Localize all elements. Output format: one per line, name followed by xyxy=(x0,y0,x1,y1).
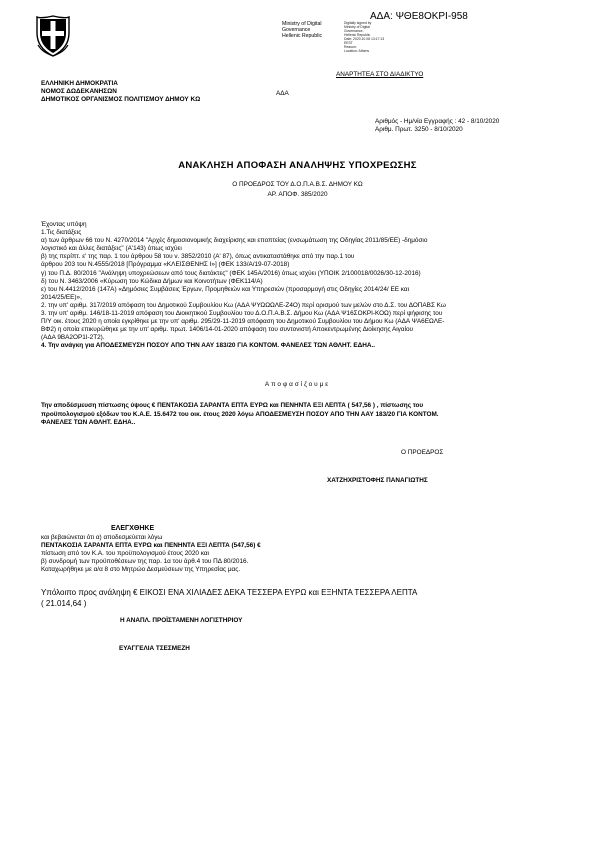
registration-refs xyxy=(375,118,499,134)
decision-paragraph xyxy=(41,402,581,428)
signature-line: Ministry of Digital xyxy=(282,21,322,27)
signature-line: Governance xyxy=(282,27,311,33)
body-line: β) της περίπτ. ε' της παρ. 1 του άρθρου 58 του ν. 3852/2010 (Α' 87), όπως αντικαταστάθηκε από την παρ.1 του xyxy=(41,253,355,261)
signature-meta-line: Ministry of Digital xyxy=(344,25,370,29)
greek-emblem-icon xyxy=(35,15,71,57)
signature-meta-line: Reason: xyxy=(344,45,357,49)
body-line: 4. Την ανάγκη για ΑΠΟΔΕΣΜΕΥΣΗ ΠΟΣΟΥ ΑΠΟ ΤΗΝ ΑΑΥ 183/20 ΓΙΑ ΚΟΝΤΟΜ. ΦΑΝΕΛΕΣ ΤΩΝ ΑΘΛΗΤ. ΕΔΗΑ.. xyxy=(41,342,376,350)
digital-signature-block xyxy=(282,21,344,39)
signature-meta-line: Hellenic Republic xyxy=(344,33,371,37)
body-line: (ΑΔΑ 9ΒΑ2ΟΡ1Ι-2Τ2). xyxy=(41,334,105,342)
body-line: Π/Υ οικ. έτους 2020 η οποία εγκρίθηκε με την υπ' αριθμ. 295/29-11-2019 απόφαση του Δημοτικού Συμβουλίου του Δήμου Κω (ΑΔΑ ΨΑ6ΕΩΛΕ- xyxy=(41,318,445,326)
signature-meta-line: Digitally signed by xyxy=(344,21,372,25)
checked-block xyxy=(41,534,261,574)
issuer-line: ΝΟΜΟΣ ΔΩΔΕΚΑΝΗΣΩΝ xyxy=(41,88,117,95)
body-line: δ) του Ν. 3463/2006 «Κύρωση του Κώδικα Δήμων και Κοινοτήτων (ΦΕΚ114/Α) xyxy=(41,277,263,285)
ada-label: ΑΔΑ xyxy=(276,90,289,97)
decides-heading: Αποφασίζουμε xyxy=(264,381,331,388)
checked-line: β) συνδρομή των προϋποθέσεων της παρ. 1α του άρθ.4 του ΠΔ 80/2016. xyxy=(41,558,249,565)
checked-line: Καταχωρήθηκε με α/α 8 στο Μητρώο Δεσμεύσεων της Υπηρεσίας μας. xyxy=(41,566,241,573)
checked-line: πίστωση από τον Κ.Α. του προϋπολογισμού έτους 2020 και xyxy=(41,550,209,557)
issuer-line: ΔΗΜΟΤΙΚΟΣ ΟΡΓΑΝΙΣΜΟΣ ΠΟΛΙΤΙΣΜΟΥ ΔΗΜΟΥ ΚΩ xyxy=(41,96,201,103)
accountant-title: Η ΑΝΑΠΛ. ΠΡΟΪΣΤΑΜΕΝΗ ΛΟΓΙΣΤΗΡΙΟΥ xyxy=(120,617,243,624)
body-line: λογιστικό και άλλες διατάξεις" (Α'143) όπως ισχύει xyxy=(41,245,182,253)
public-posting-note: ΑΝΑΡΤΗΤΕΑ ΣΤΟ ΔΙΑΔΙΚΤΥΟ xyxy=(336,71,424,78)
body-line: άρθρου 203 του Ν.4555/2018 [Πρόγραμμα «ΚΛΕΙΣΘΕΝΗΣ Ι»] (ΦΕΚ 133/Α/19-07-2018) xyxy=(41,261,290,269)
president-of-line: Ο ΠΡΟΕΔΡΟΣ ΤΟΥ Δ.Ο.Π.Α.Β.Σ. ΔΗΜΟΥ ΚΩ xyxy=(232,181,363,188)
protocol-line: Αριθμ. Πρωτ. 3250 - 8/10/2020 xyxy=(375,126,463,133)
signature-meta-line: Date: 2020.10.08 13:17:13 xyxy=(344,37,385,41)
body-line: 1.Τις διατάξεις xyxy=(41,229,82,237)
body-line: 3. την υπ' αριθμ. 146/18-11-2019 απόφαση του Διοικητικού Συμβουλίου του Δ.Ο.Π.Α.Β.Σ. Δήμου Κω (ΑΔΑ Ψ16ΣΟΚΡΙ-ΚΟΩ) περί ψήφισης του xyxy=(41,310,443,318)
body-line: α) των άρθρων 66 του Ν. 4270/2014 "Αρχές δημοσιονομικής διαχείρισης και εποπτείας (ενσωμάτωση της Οδηγίας 2011/85/ΕΕ) -δημόσιο xyxy=(41,237,428,245)
president-title: Ο ΠΡΟΕΔΡΟΣ xyxy=(401,449,444,456)
issuer-block xyxy=(41,80,200,104)
decision-line: ΦΑΝΕΛΕΣ ΤΩΝ ΑΘΛΗΤ. ΕΔΗΑ.. xyxy=(41,419,136,427)
signature-line: Hellenic Republic xyxy=(282,33,323,39)
decision-line: προϋπολογισμού εξόδων του Κ.Α.Ε. 15.6472 του οικ. έτους 2020 λόγω ΑΠΟΔΕΣΜΕΥΣΗ ΠΟΣΟΥ ΑΠΟ ΤΗΝ ΑΑΥ 183/20 ΓΙΑ ΚΟΝΤΟΜ. xyxy=(41,410,439,418)
body-line: ε) του Ν.4412/2016 (147Α) «Δημόσιες Συμβάσεις Έργων, Προμηθειών και Υπηρεσιών (προσαρμογή στις Οδηγίες 2014/24/ ΕΕ και xyxy=(41,285,410,293)
signature-meta-line: Location: Athens xyxy=(344,49,370,53)
body-line: γ) του Π.Δ. 80/2016 "Ανάληψη υποχρεώσεων από τους διατάκτες" (ΦΕΚ 145Α/2016) όπως ισχύει (ΥΠΟΙΚ 2/100018/0026/30-12-2016) xyxy=(41,269,421,277)
checked-heading: ΕΛΕΓΧΘΗΚΕ xyxy=(111,525,155,532)
checked-line: ΠΕΝΤΑΚΟΣΙΑ ΣΑΡΑΝΤΑ ΕΠΤΑ ΕΥΡΩ και ΠΕΝΗΝΤΑ ΕΞΙ ΛΕΠΤΑ (547,56) € xyxy=(41,542,261,549)
decision-number: ΑΡ. ΑΠΟΦ. 385/2020 xyxy=(267,191,328,198)
president-name: ΧΑΤΖΗΧΡΙΣΤΟΦΗΣ ΠΑΝΑΓΙΩΤΗΣ xyxy=(327,477,428,484)
registration-line: Αριθμός - Ημ/νία Εγγραφής : 42 - 8/10/2020 xyxy=(375,118,500,125)
checked-line: και βεβαιώνεται ότι α) αποδεσμεύεται λόγω xyxy=(41,534,163,541)
legal-basis-body xyxy=(41,221,581,351)
issuer-line: ΕΛΛΗΝΙΚΗ ΔΗΜΟΚΡΑΤΙΑ xyxy=(41,80,118,87)
body-line: 2. την υπ' αριθμ. 317/2019 απόφαση του Δημοτικού Συμβουλίου Κω (ΑΔΑ ΨΥΩΩΩΛΕ-Ζ4Ο) περί ορισμού των μελών στο Δ.Σ. του ΔΟΠΑΒΣ Κω xyxy=(41,301,446,309)
signature-meta-line: Governance, xyxy=(344,29,364,33)
body-line: ΒΦ2) η οποία επικυρώθηκε με την υπ' αριθμ. πρωτ. 1406/14-01-2020 απόφαση του συντονιστή Αποκεντρωμένης Διοίκησης Αιγαίου xyxy=(41,326,414,334)
remaining-balance-amount: ( 21.014,64 ) xyxy=(41,599,87,608)
signature-metadata xyxy=(344,21,404,53)
remaining-balance: Υπόλοιπο προς ανάληψη € ΕΙΚΟΣΙ ΕΝΑ ΧΙΛΙΑΔΕΣ ΔΕΚΑ ΤΕΣΣΕΡΑ ΕΥΡΩ και ΕΞΗΝΤΑ ΤΕΣΣΕΡΑ ΛΕΠΤΑ xyxy=(41,588,418,597)
document-title: ΑΝΑΚΛΗΣΗ ΑΠΟΦΑΣΗ ΑΝΑΛΗΨΗΣ ΥΠΟΧΡΕΩΣΗΣ xyxy=(178,160,417,171)
signature-meta-line: EEST xyxy=(344,41,353,45)
body-line: 2014/25/ΕΕ)», xyxy=(41,293,82,301)
accountant-name: ΕΥΑΓΓΕΛΙΑ ΤΣΕΣΜΕΖΗ xyxy=(119,645,190,652)
ada-header: ΑΔΑ: ΨΘΕ8ΟΚΡΙ-958 xyxy=(370,11,468,22)
body-line: Έχοντας υπόψη xyxy=(41,221,87,228)
decision-line: Την αποδέσμευση πίστωσης ύψους € ΠΕΝΤΑΚΟΣΙΑ ΣΑΡΑΝΤΑ ΕΠΤΑ ΕΥΡΩ και ΠΕΝΗΝΤΑ ΕΞΙ ΛΕΠΤΑ ( 547,56 ) , πίστωσης του xyxy=(41,402,424,409)
